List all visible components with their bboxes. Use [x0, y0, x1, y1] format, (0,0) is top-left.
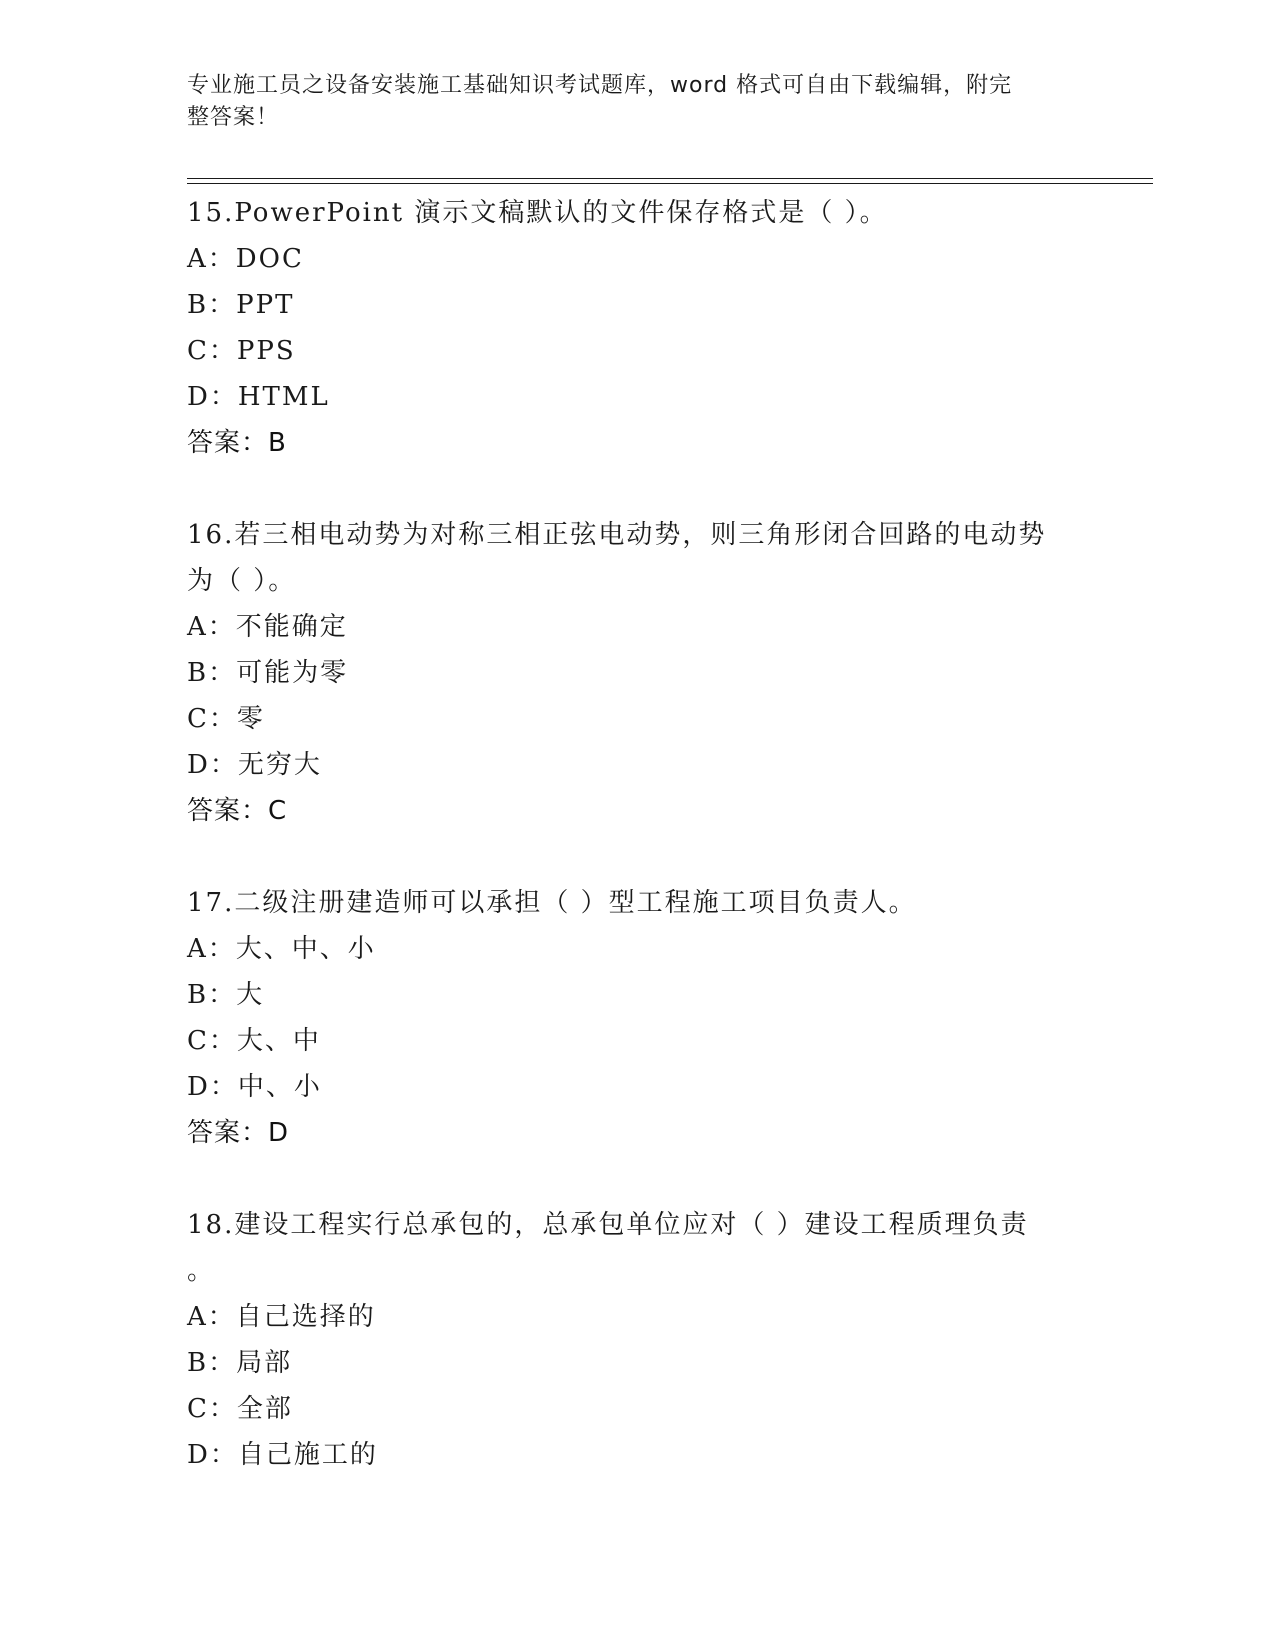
question-stem: 15.PowerPoint 演示文稿默认的文件保存格式是（ ）。	[187, 198, 888, 228]
question-stem-continued: 。	[187, 1256, 216, 1286]
question-gap	[187, 834, 1087, 880]
question-15	[187, 190, 1087, 466]
option-a: A：大、中、小	[187, 934, 376, 964]
option-c: C：零	[187, 704, 265, 734]
option-b: B：大	[187, 980, 265, 1010]
question-stem: 18.建设工程实行总承包的，总承包单位应对（ ）建设工程质理负责	[187, 1210, 1029, 1240]
answer-line: 答案：C	[187, 796, 288, 826]
option-a: A：自己选择的	[187, 1302, 376, 1332]
question-17	[187, 880, 1087, 1156]
question-stem: 16.若三相电动势为对称三相正弦电动势，则三角形闭合回路的电动势	[187, 520, 1047, 550]
option-d: D：HTML	[187, 382, 330, 412]
option-d: D：无穷大	[187, 750, 322, 780]
question-list	[187, 190, 1087, 1478]
option-b: B：局部	[187, 1348, 293, 1378]
option-d: D：中、小	[187, 1072, 322, 1102]
document-header	[187, 70, 1067, 134]
option-a: A：不能确定	[187, 612, 348, 642]
answer-line: 答案：D	[187, 1118, 290, 1148]
header-divider-bottom	[187, 183, 1153, 184]
option-d: D：自己施工的	[187, 1440, 378, 1470]
option-b: B：PPT	[187, 290, 295, 320]
option-c: C：PPS	[187, 336, 296, 366]
question-gap	[187, 466, 1087, 512]
header-line-1: 专业施工员之设备安装施工基础知识考试题库，word 格式可自由下载编辑，附完	[187, 73, 1013, 98]
question-stem-continued: 为（ ）。	[187, 566, 297, 596]
question-gap	[187, 1156, 1087, 1202]
option-b: B：可能为零	[187, 658, 349, 688]
header-line-2: 整答案！	[187, 105, 280, 130]
answer-line: 答案：B	[187, 428, 287, 458]
option-a: A：DOC	[187, 244, 304, 274]
option-c: C：大、中	[187, 1026, 321, 1056]
header-divider-top	[187, 178, 1153, 179]
question-stem: 17.二级注册建造师可以承担（ ）型工程施工项目负责人。	[187, 888, 917, 918]
question-16	[187, 512, 1087, 834]
option-c: C：全部	[187, 1394, 293, 1424]
question-18	[187, 1202, 1087, 1478]
